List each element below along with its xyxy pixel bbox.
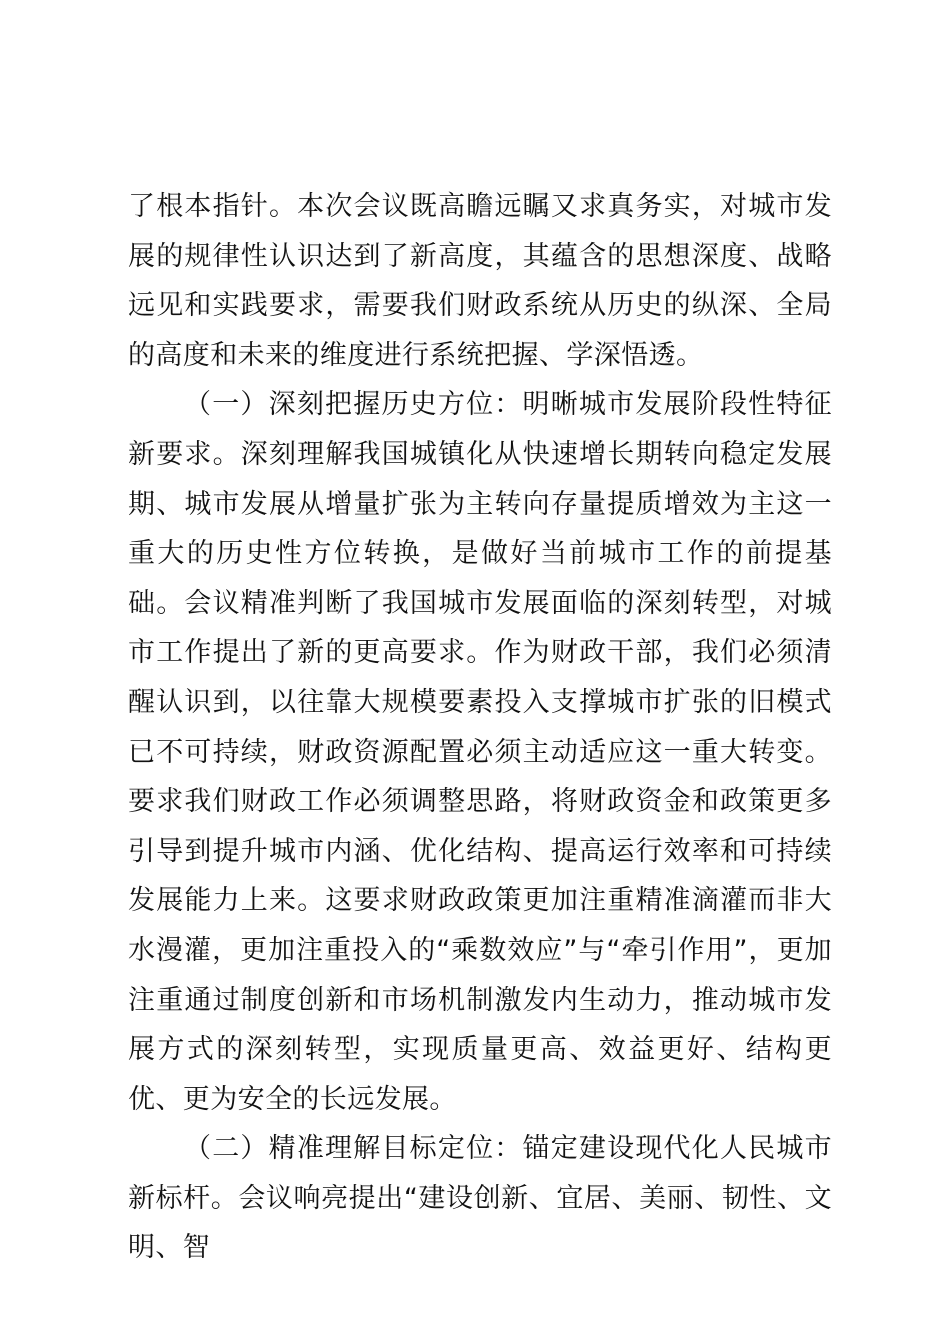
document-body: [128, 182, 832, 1273]
paragraph-intro: 了根本指针。本次会议既高瞻远瞩又求真务实，对城市发展的规律性认识达到了新高度，其蕴含的思想深度、战略远见和实践要求，需要我们财政系统从历史的纵深、全局的高度和未来的维度进行系统把握、学深悟透。: [128, 191, 832, 371]
paragraph-section-two: （二）精准理解目标定位：锚定建设现代化人民城市新标杆。会议响亮提出“建设创新、宜居、美丽、韧性、文明、智: [128, 1133, 832, 1264]
paragraph-section-one: （一）深刻把握历史方位：明晰城市发展阶段性特征新要求。深刻理解我国城镇化从快速增长期转向稳定发展期、城市发展从增量扩张为主转向存量提质增效为主这一重大的历史性方位转换，是做好当前城市工作的前提基础。会议精准判断了我国城市发展面临的深刻转型，对城市工作提出了新的更高要求。作为财政干部，我们必须清醒认识到，以往靠大规模要素投入支撑城市扩张的旧模式已不可持续，财政资源配置必须主动适应这一重大转变。要求我们财政工作必须调整思路，将财政资金和政策更多引导到提升城市内涵、优化结构、提高运行效率和可持续发展能力上来。这要求财政政策更加注重精准滴灌而非大水漫灌，更加注重投入的“乘数效应”与“牵引作用”，更加注重通过制度创新和市场机制激发内生动力，推动城市发展方式的深刻转型，实现质量更高、效益更好、结构更优、更为安全的长远发展。: [128, 389, 832, 1115]
